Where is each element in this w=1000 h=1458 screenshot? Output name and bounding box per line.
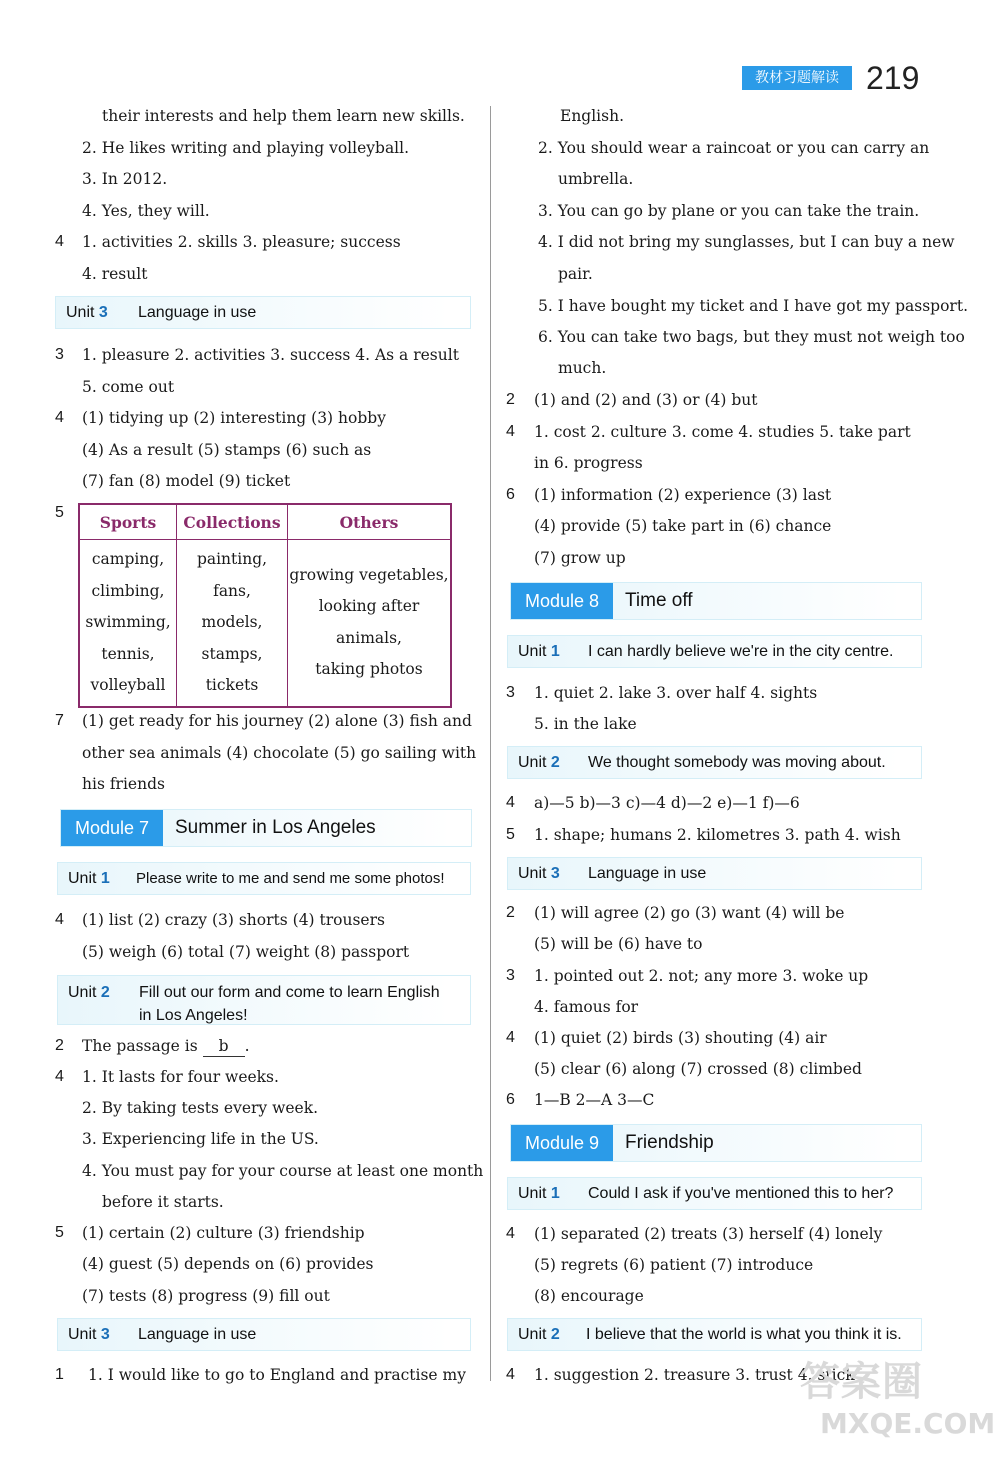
question-number: 2: [55, 1037, 64, 1054]
question-number: 4: [55, 409, 64, 426]
cell-text: tickets: [205, 676, 259, 694]
text-line: (1) certain (2) culture (3) friendship: [82, 1224, 365, 1242]
question-number: 6: [506, 1091, 515, 1108]
text-line: 5. in the lake: [534, 715, 637, 733]
unit-header: [57, 862, 471, 895]
module-title: Friendship: [625, 1132, 714, 1153]
question-number: 7: [55, 712, 64, 729]
text-line: (5) will be (6) have to: [534, 935, 703, 953]
unit-number: 1: [550, 643, 560, 660]
unit-title: Could I ask if you've mentioned this to her?: [588, 1185, 894, 1202]
table-header: Collections: [177, 504, 288, 540]
text-line: umbrella.: [558, 170, 634, 188]
text-line: in 6. progress: [534, 454, 643, 472]
text-line: (1) information (2) experience (3) last: [534, 486, 832, 504]
unit-number: 1: [100, 870, 110, 887]
cell-text: models,: [201, 613, 263, 631]
unit-title: Language in use: [138, 1326, 257, 1343]
text-line: (1) list (2) crazy (3) shorts (4) trousers: [82, 911, 385, 929]
unit-number: 2: [550, 754, 560, 771]
text-line: (5) clear (6) along (7) crossed (8) climbed: [534, 1060, 862, 1078]
text-line: 4. I did not bring my sunglasses, but I can buy a new: [538, 233, 955, 251]
question-number: 1: [55, 1366, 64, 1383]
text-line: (1) will agree (2) go (3) want (4) will be: [534, 904, 845, 922]
unit-title: Please write to me and send me some photos!: [136, 870, 445, 887]
question-number: 4: [506, 1029, 515, 1046]
text-line: 1. shape; humans 2. kilometres 3. path 4. wish: [534, 826, 901, 844]
watermark-url: MXQE.COM: [820, 1407, 996, 1440]
text-line: 5. I have bought my ticket and I have got my passport.: [538, 297, 968, 315]
text-line: (1) separated (2) treats (3) herself (4) lonely: [534, 1225, 883, 1243]
text-line: 1. suggestion 2. treasure 3. trust 4. stick: [534, 1366, 855, 1384]
text-line: (4) As a result (5) stamps (6) such as: [82, 441, 372, 459]
text-line: (5) regrets (6) patient (7) introduce: [534, 1256, 814, 1274]
text-line: 5. come out: [82, 378, 175, 396]
cell-text: camping,: [91, 550, 165, 568]
unit-label: Unit: [518, 1326, 547, 1343]
unit-header: [507, 1177, 922, 1210]
text-line: 4. famous for: [534, 998, 639, 1016]
header-badge: 教材习题解读: [742, 66, 852, 90]
unit-title: Fill out our form and come to learn English: [139, 984, 440, 1001]
module-title: Time off: [625, 590, 693, 611]
text-line: 1. I would like to go to England and practise my: [88, 1366, 466, 1384]
unit-label: Unit: [68, 870, 97, 887]
question-number: 4: [506, 1225, 515, 1242]
text-line: 4. Yes, they will.: [82, 202, 210, 220]
question-text: The passage is: [82, 1037, 198, 1055]
unit-number: 3: [100, 1326, 110, 1343]
text-line: 1. pointed out 2. not; any more 3. woke up: [534, 967, 869, 985]
text-line: (7) fan (8) model (9) ticket: [82, 472, 291, 490]
unit-number: 1: [550, 1185, 560, 1202]
text-line: 1. cost 2. culture 3. come 4. studies 5. take part: [534, 423, 911, 441]
watermark-logo: 答案圈: [800, 1359, 923, 1405]
text-line: his friends: [82, 775, 165, 793]
text-line: 1. activities 2. skills 3. pleasure; success: [82, 233, 401, 251]
question-number: 4: [55, 233, 64, 250]
unit-number: 2: [100, 984, 110, 1001]
text-line: (4) guest (5) depends on (6) provides: [82, 1255, 374, 1273]
text-line: 1. pleasure 2. activities 3. success 4. As a result: [82, 346, 459, 364]
text-line: 1. quiet 2. lake 3. over half 4. sights: [534, 684, 818, 702]
text-line: (1) quiet (2) birds (3) shouting (4) air: [534, 1029, 827, 1047]
module-header: [510, 1124, 922, 1162]
text-line: (7) tests (8) progress (9) fill out: [82, 1287, 330, 1305]
unit-title: Language in use: [588, 865, 707, 882]
answer-blank: b: [203, 1036, 245, 1057]
question-number: 4: [506, 423, 515, 440]
cell-text: swimming,: [85, 613, 171, 631]
text-line: (5) weigh (6) total (7) weight (8) passport: [82, 943, 410, 961]
unit-label: Unit: [518, 754, 547, 771]
text-line: 1. It lasts for four weeks.: [82, 1068, 279, 1086]
unit-title-line2: in Los Angeles!: [139, 1007, 248, 1024]
unit-header: [507, 635, 922, 668]
unit-number: 2: [550, 1326, 560, 1343]
text-line: 4. You must pay for your course at least one month: [82, 1162, 484, 1180]
question-number: 5: [506, 826, 515, 843]
unit-label: Unit: [68, 984, 97, 1001]
text-line: 2. He likes writing and playing volleyball.: [82, 139, 410, 157]
unit-label: Unit: [518, 865, 547, 882]
module-label: Module 9: [511, 1125, 613, 1161]
table-cell: [288, 540, 452, 707]
unit-label: Unit: [518, 643, 547, 660]
unit-label: Unit: [66, 304, 95, 321]
unit-header: [57, 975, 471, 1025]
text-line: (4) provide (5) take part in (6) chance: [534, 517, 832, 535]
table-header: Sports: [79, 504, 177, 540]
unit-label: Unit: [518, 1185, 547, 1202]
question-number: 3: [506, 684, 515, 701]
cell-text: fans,: [213, 581, 251, 600]
unit-number: 3: [550, 865, 560, 882]
table-cell: [79, 540, 177, 707]
text-line: much.: [558, 359, 607, 377]
module-header: [510, 582, 922, 620]
text-line: The passage is b .: [82, 1037, 250, 1055]
question-number: 5: [55, 1224, 64, 1241]
module-header: [60, 809, 472, 847]
unit-title: We thought somebody was moving about.: [588, 754, 886, 771]
question-number: 6: [506, 486, 515, 503]
hobby-table: [78, 503, 452, 708]
text-line: 3. Experiencing life in the US.: [82, 1130, 319, 1148]
unit-header: [507, 746, 922, 779]
text-line: pair.: [558, 265, 593, 283]
module-label: Module 8: [511, 583, 613, 619]
text-line: (7) grow up: [534, 549, 626, 567]
page-number: 219: [866, 60, 920, 96]
unit-header: [507, 857, 922, 890]
text-line: English.: [560, 107, 624, 125]
cell-text: stamps,: [201, 644, 263, 663]
module-label: Module 7: [61, 810, 163, 846]
unit-label: Unit: [68, 1326, 97, 1343]
question-number: 2: [506, 391, 515, 408]
question-number: 4: [55, 911, 64, 928]
question-number: 4: [506, 794, 515, 811]
unit-title: I can hardly believe we're in the city centre.: [588, 643, 894, 660]
text-line: their interests and help them learn new skills.: [102, 107, 465, 125]
text-line: before it starts.: [102, 1193, 224, 1211]
cell-text: climbing,: [91, 581, 165, 600]
unit-title: Language in use: [138, 304, 257, 321]
cell-text: looking after animals,: [318, 597, 420, 647]
unit-header: [57, 1318, 471, 1351]
text-line: 4. result: [82, 265, 148, 283]
cell-text: volleyball: [90, 676, 166, 694]
unit-number: 3: [98, 304, 108, 321]
question-number: 2: [506, 904, 515, 921]
unit-header: [55, 296, 471, 329]
cell-text: taking photos: [315, 660, 423, 679]
question-number: 5: [55, 504, 64, 521]
question-number: 4: [506, 1366, 515, 1383]
text-line: 3. In 2012.: [82, 170, 168, 188]
text-line: (1) tidying up (2) interesting (3) hobby: [82, 409, 386, 427]
text-line: 2. By taking tests every week.: [82, 1099, 319, 1117]
text-line: 1—B 2—A 3—C: [534, 1091, 655, 1109]
text-line: a)—5 b)—3 c)—4 d)—2 e)—1 f)—6: [534, 794, 800, 812]
text-line: other sea animals (4) chocolate (5) go sailing with: [82, 744, 477, 762]
question-number: 4: [55, 1068, 64, 1085]
text-line: 2. You should wear a raincoat or you can carry an: [538, 139, 930, 157]
text-line: 3. You can go by plane or you can take the train.: [538, 202, 920, 220]
unit-header: [507, 1318, 922, 1351]
cell-text: tennis,: [101, 644, 155, 663]
unit-title: I believe that the world is what you think it is.: [586, 1326, 902, 1343]
cell-text: painting,: [196, 550, 268, 568]
column-divider: [490, 106, 491, 1381]
question-number: 3: [55, 346, 64, 363]
question-number: 3: [506, 967, 515, 984]
table-cell: [177, 540, 288, 707]
cell-text: growing vegetables,: [289, 565, 449, 584]
text-line: 6. You can take two bags, but they must not weigh too: [538, 328, 965, 346]
text-line: (1) and (2) and (3) or (4) but: [534, 391, 758, 409]
text-line: (8) encourage: [534, 1287, 644, 1305]
text-line: (1) get ready for his journey (2) alone (3) fish and: [82, 712, 472, 730]
module-title: Summer in Los Angeles: [175, 817, 376, 838]
table-header: Others: [288, 504, 452, 540]
